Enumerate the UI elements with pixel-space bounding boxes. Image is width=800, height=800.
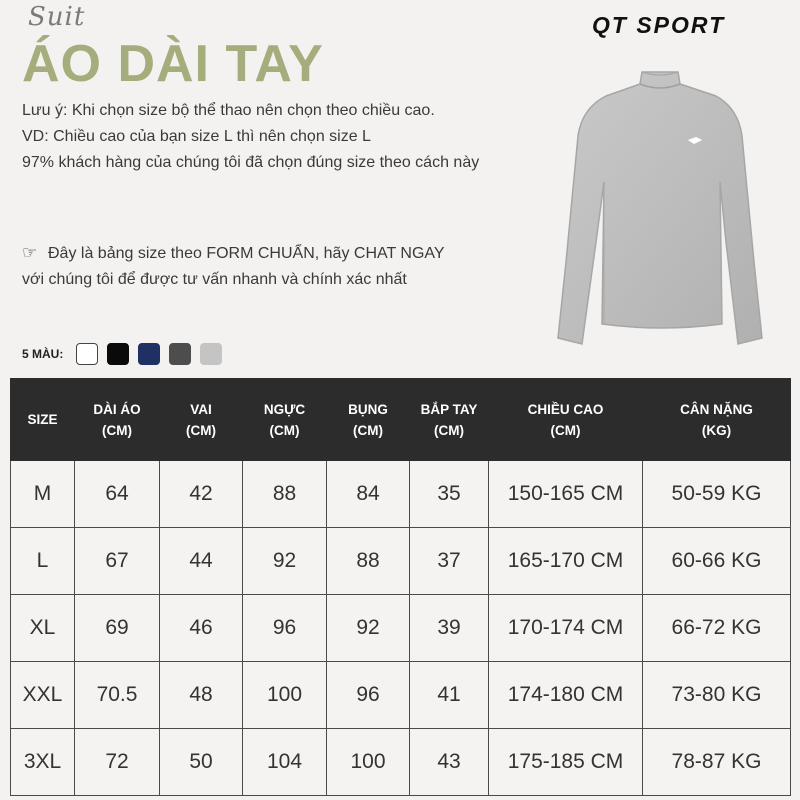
cell-weight: 78-87 KG — [643, 729, 791, 796]
column-header-waist — [327, 379, 410, 461]
column-header-unit: (CM) — [434, 422, 464, 438]
cell-bicep: 35 — [410, 461, 489, 528]
column-header-unit: (CM) — [102, 422, 132, 438]
cell-size: L — [11, 528, 75, 595]
column-header-unit: (CM) — [269, 422, 300, 438]
cell-shoulder: 48 — [160, 662, 243, 729]
column-header-label: BỤNG — [348, 401, 388, 417]
brand-logo: QT SPORT — [592, 12, 726, 38]
cell-bicep: 37 — [410, 528, 489, 595]
column-header-unit: (KG) — [701, 422, 732, 438]
cell-length: 64 — [75, 461, 160, 528]
cell-length: 69 — [75, 595, 160, 662]
cell-shoulder: 50 — [160, 729, 243, 796]
table-row — [11, 528, 791, 595]
note-line: Lưu ý: Khi chọn size bộ thể thao nên chọn theo chiều cao. — [22, 102, 435, 119]
cell-height: 174-180 CM — [489, 662, 643, 729]
column-header-label: CÂN NẶNG — [680, 401, 753, 417]
cell-waist: 88 — [327, 528, 410, 595]
column-header-label: CHIỀU CAO — [527, 401, 604, 417]
column-header-label: DÀI ÁO — [93, 401, 141, 417]
cell-waist: 96 — [327, 662, 410, 729]
chat-cta-text: Đây là bảng size theo FORM CHUẨN, hãy CHAT NGAY với chúng tôi để được tư vấn nhanh và chính xác nhất — [22, 245, 445, 288]
shirt-image — [530, 62, 790, 354]
cell-bicep: 39 — [410, 595, 489, 662]
color-swatch-dark-gray[interactable] — [169, 343, 191, 365]
table-row — [11, 662, 791, 729]
column-header-unit: (CM) — [186, 422, 216, 438]
cell-size: M — [11, 461, 75, 528]
color-options — [22, 342, 222, 366]
cell-height: 170-174 CM — [489, 595, 643, 662]
note-line: 97% khách hàng của chúng tôi đã chọn đúng size theo cách này — [22, 154, 480, 171]
color-swatch-black[interactable] — [107, 343, 129, 365]
cell-weight: 60-66 KG — [643, 528, 791, 595]
cell-chest: 92 — [243, 528, 327, 595]
color-swatch-white[interactable] — [76, 343, 98, 365]
cell-waist: 92 — [327, 595, 410, 662]
cell-shoulder: 42 — [160, 461, 243, 528]
cell-length: 67 — [75, 528, 160, 595]
notes — [22, 98, 482, 176]
cell-shoulder: 46 — [160, 595, 243, 662]
column-header-shoulder — [160, 379, 243, 461]
size-table — [10, 378, 791, 796]
column-header-chest — [243, 379, 327, 461]
color-swatch-light-gray[interactable] — [200, 343, 222, 365]
color-label: 5 MÀU: — [22, 347, 64, 361]
column-header-size — [11, 379, 75, 461]
column-header-unit: (CM) — [353, 422, 383, 438]
cell-size: XXL — [11, 662, 75, 729]
chat-cta — [22, 240, 462, 293]
cell-length: 70.5 — [75, 662, 160, 729]
note-line: VD: Chiều cao của bạn size L thì nên chọn size L — [22, 128, 371, 145]
column-header-label: BẮP TAY — [420, 401, 478, 417]
table-row — [11, 461, 791, 528]
cell-chest: 88 — [243, 461, 327, 528]
cell-height: 165-170 CM — [489, 528, 643, 595]
cell-waist: 100 — [327, 729, 410, 796]
cell-size: 3XL — [11, 729, 75, 796]
cell-weight: 50-59 KG — [643, 461, 791, 528]
column-header-length — [75, 379, 160, 461]
script-title: Suit — [28, 2, 86, 32]
cell-chest: 100 — [243, 662, 327, 729]
page-title: ÁO DÀI TAY — [22, 35, 324, 93]
column-header-bicep — [410, 379, 489, 461]
cell-length: 72 — [75, 729, 160, 796]
cell-chest: 96 — [243, 595, 327, 662]
cell-height: 150-165 CM — [489, 461, 643, 528]
cell-waist: 84 — [327, 461, 410, 528]
cell-height: 175-185 CM — [489, 729, 643, 796]
cell-weight: 66-72 KG — [643, 595, 791, 662]
color-swatch-navy[interactable] — [138, 343, 160, 365]
table-row — [11, 595, 791, 662]
cell-weight: 73-80 KG — [643, 662, 791, 729]
column-header-label: SIZE — [27, 412, 58, 427]
column-header-height — [489, 379, 643, 461]
cell-shoulder: 44 — [160, 528, 243, 595]
cell-bicep: 43 — [410, 729, 489, 796]
column-header-label: VAI — [190, 401, 212, 417]
column-header-weight — [643, 379, 791, 461]
cell-size: XL — [11, 595, 75, 662]
table-row — [11, 729, 791, 796]
column-header-label: NGỰC — [263, 401, 306, 417]
cell-chest: 104 — [243, 729, 327, 796]
table-header-row — [11, 379, 791, 461]
cell-bicep: 41 — [410, 662, 489, 729]
pointing-hand-icon: ☞ — [22, 243, 38, 262]
column-header-unit: (CM) — [550, 422, 581, 438]
